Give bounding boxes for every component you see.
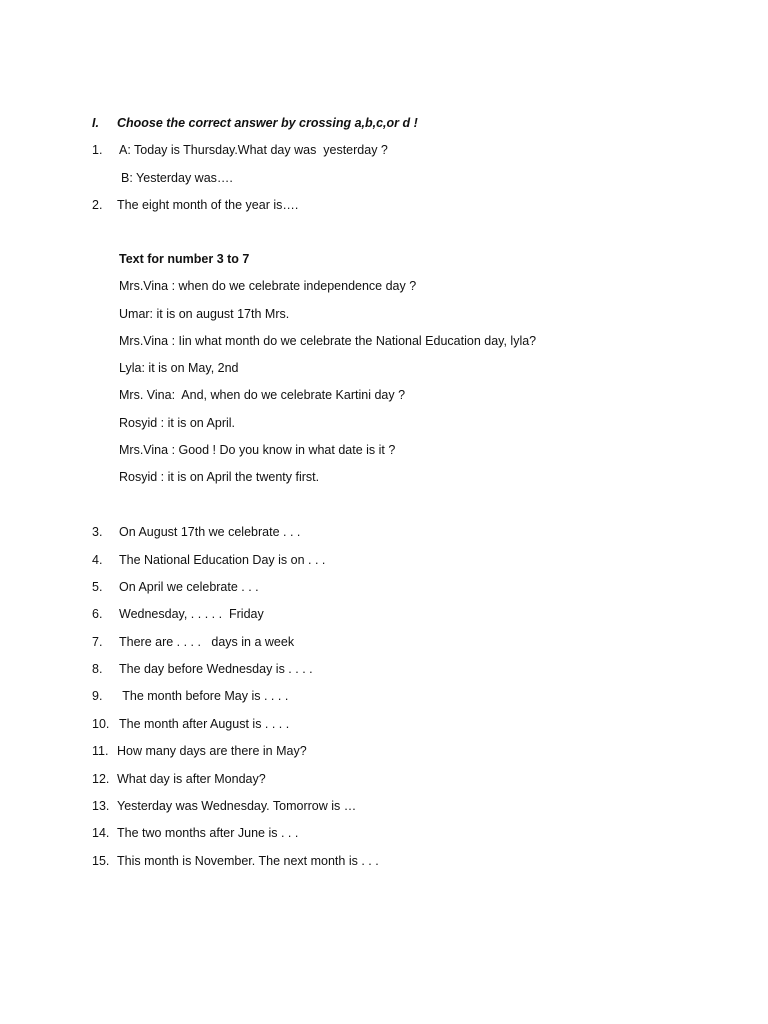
question-number: 11. [92, 744, 109, 758]
question-text: This month is November. The next month is . . . [117, 854, 379, 868]
question-1-line-a: A: Today is Thursday.What day was yesterday ? [119, 143, 388, 157]
question-2-text: The eight month of the year is…. [117, 198, 299, 212]
passage-line: Rosyid : it is on April. [119, 416, 236, 430]
question-number: 7. [92, 635, 103, 649]
question-text: How many days are there in May? [117, 744, 307, 758]
passage-line: Mrs.Vina : Good ! Do you know in what date is it ? [119, 443, 396, 457]
question-text: There are . . . . days in a week [119, 635, 295, 649]
question-text: Yesterday was Wednesday. Tomorrow is … [117, 799, 357, 813]
question-text: What day is after Monday? [117, 772, 266, 786]
passage-line: Mrs.Vina : Iin what month do we celebrate the National Education day, lyla? [119, 334, 537, 348]
question-number: 4. [92, 553, 103, 567]
question-text: The month before May is . . . . [119, 689, 289, 703]
question-text: The month after August is . . . . [119, 717, 290, 731]
question-text: The day before Wednesday is . . . . [119, 662, 313, 676]
passage-line: Mrs. Vina: And, when do we celebrate Kartini day ? [119, 388, 406, 402]
passage-line: Lyla: it is on May, 2nd [119, 361, 239, 375]
passage-title: Text for number 3 to 7 [119, 252, 250, 266]
instruction-number: I. [92, 116, 99, 130]
instruction-text: Choose the correct answer by crossing a,b,c,or d ! [117, 116, 418, 130]
question-number: 14. [92, 826, 110, 840]
question-number: 15. [92, 854, 110, 868]
question-text: Wednesday, . . . . . Friday [119, 607, 264, 621]
passage-line: Mrs.Vina : when do we celebrate independence day ? [119, 279, 417, 293]
question-number: 13. [92, 799, 110, 813]
question-text: The National Education Day is on . . . [119, 553, 326, 567]
question-1-line-b: B: Yesterday was…. [121, 171, 233, 185]
passage-line: Umar: it is on august 17th Mrs. [119, 307, 290, 321]
question-number: 8. [92, 662, 103, 676]
question-number: 10. [92, 717, 110, 731]
question-text: On April we celebrate . . . [119, 580, 259, 594]
question-number: 9. [92, 689, 103, 703]
question-number: 5. [92, 580, 103, 594]
question-text: The two months after June is . . . [117, 826, 299, 840]
question-number: 3. [92, 525, 103, 539]
question-number: 6. [92, 607, 103, 621]
question-number: 2. [92, 198, 103, 212]
question-number: 1. [92, 143, 103, 157]
passage-line: Rosyid : it is on April the twenty first. [119, 470, 320, 484]
question-number: 12. [92, 772, 110, 786]
question-text: On August 17th we celebrate . . . [119, 525, 301, 539]
